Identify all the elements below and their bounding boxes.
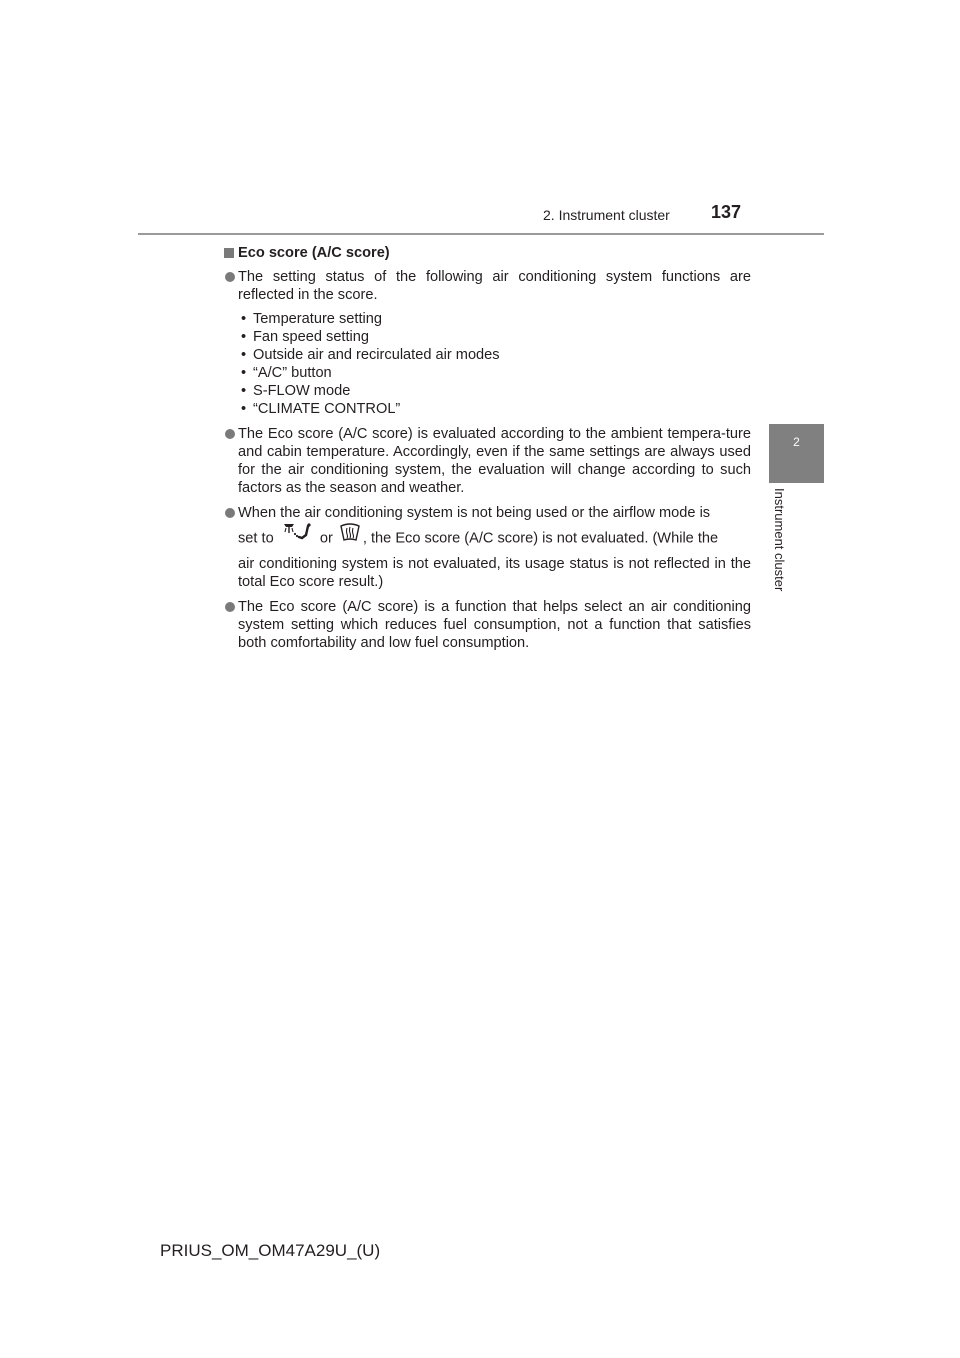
paragraph-text-rest: air conditioning system is not evaluated, its usage status is not reflected in the total Eco score result.): [238, 556, 751, 590]
small-bullet-icon: •: [241, 347, 247, 363]
chapter-side-label-text: Instrument cluster: [772, 488, 787, 592]
list-item: • S-FLOW mode: [241, 383, 351, 399]
airflow-feet-windshield-icon: [280, 522, 314, 555]
paragraph-icon-line: set to or , the Eco score (A/C score) is not evaluated. (While the: [238, 522, 751, 555]
page-number: 137: [711, 202, 742, 222]
page-content: [224, 244, 751, 659]
small-bullet-icon: •: [241, 401, 247, 417]
section-heading: [224, 244, 751, 262]
paragraph-not-evaluated: [224, 504, 751, 591]
section-heading-text: Eco score (A/C score): [238, 245, 390, 261]
windshield-defrost-icon: [339, 522, 361, 555]
chapter-side-label: [773, 488, 789, 608]
paragraph-text: The Eco score (A/C score) is a function that helps select an air conditioning system setting which reduces fuel consumption, not a function that satisfies both comfortability and low fuel consumption.: [238, 599, 751, 651]
paragraph-function-purpose: [224, 598, 751, 652]
round-bullet-icon: [225, 508, 235, 518]
round-bullet-icon: [225, 602, 235, 612]
paragraph-text-line1: When the air conditioning system is not being used or the airflow mode is: [238, 505, 711, 521]
list-item: • “A/C” button: [241, 365, 332, 381]
small-bullet-icon: •: [241, 311, 247, 327]
round-bullet-icon: [225, 272, 235, 282]
document-code: PRIUS_OM_OM47A29U_(U): [160, 1241, 381, 1260]
header-divider: [138, 233, 824, 235]
paragraph-text: The Eco score (A/C score) is evaluated according to the ambient tempera-ture and cabin temperature. Accordingly, even if the same settings are always used for the air conditioning system, the evaluation will change according to such factors as the season and weather.: [238, 426, 751, 496]
list-item: • Fan speed setting: [241, 329, 370, 345]
chapter-tab-number: 2: [793, 435, 800, 449]
list-item: • Temperature setting: [241, 311, 382, 327]
paragraph-evaluation: [224, 425, 751, 497]
header-section-title: 2. Instrument cluster: [543, 207, 670, 223]
paragraph-settings-reflected: [224, 268, 751, 418]
settings-list: [238, 310, 751, 418]
square-bullet-icon: [224, 248, 234, 258]
small-bullet-icon: •: [241, 365, 247, 381]
round-bullet-icon: [225, 429, 235, 439]
small-bullet-icon: •: [241, 329, 247, 345]
small-bullet-icon: •: [241, 383, 247, 399]
list-item: • “CLIMATE CONTROL”: [241, 401, 401, 417]
chapter-tab: [769, 424, 824, 483]
paragraph-text: The setting status of the following air conditioning system functions are reflected in the score.: [238, 269, 751, 303]
list-item: • Outside air and recirculated air modes: [241, 347, 500, 363]
